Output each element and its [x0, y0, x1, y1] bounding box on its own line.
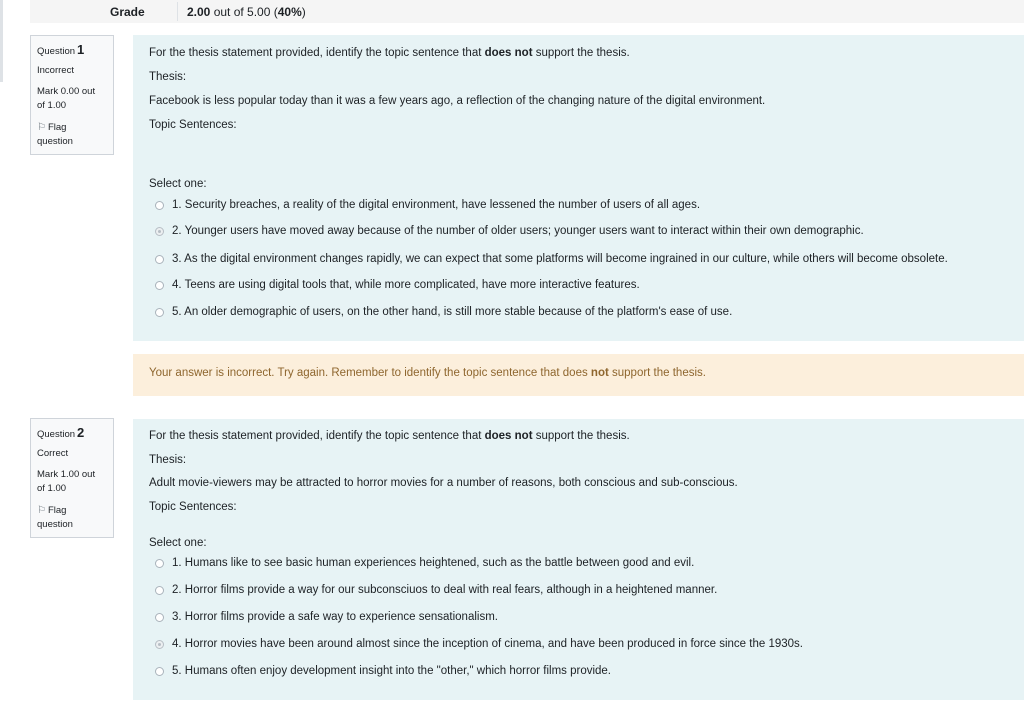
question-prompt [149, 430, 630, 442]
option-text: 1. Security breaches, a reality of the digital environment, have lessened the number of users of all ages. [172, 199, 701, 211]
question-state: Incorrect [37, 65, 74, 76]
flag-question-link[interactable] [37, 504, 113, 532]
answer-option[interactable] [155, 557, 694, 569]
radio-button-selected[interactable] [155, 640, 164, 649]
option-text: 3. Horror films provide a safe way to experience sensationalism. [172, 611, 498, 623]
thesis-text: Adult movie-viewers may be attracted to horror movies for a number of reasons, both conscious and sub-conscious. [149, 477, 738, 489]
select-one-label: Select one: [149, 178, 207, 190]
flag-question-link[interactable] [37, 121, 113, 149]
flag-line-1: Flag [47, 505, 67, 516]
grade-close-paren: ) [301, 5, 306, 19]
radio-button[interactable] [155, 559, 164, 568]
prompt-emphasis: does not [484, 47, 533, 59]
answer-option[interactable] [155, 665, 611, 677]
question-1-formulation [133, 35, 1024, 341]
question-mark [37, 85, 113, 113]
question-number-value: 1 [77, 42, 85, 57]
option-text: 2. Younger users have moved away because of the number of older users; younger users want to interact within their own demographic. [172, 225, 864, 237]
option-text: 1. Humans like to see basic human experiences heightened, such as the battle between good and evil. [172, 557, 695, 569]
question-2-info [30, 418, 114, 538]
question-1-info [30, 35, 114, 155]
answer-option[interactable] [155, 253, 948, 265]
option-text: 3. As the digital environment changes rapidly, we can expect that some platforms will become ingrained in our culture, while others will become obsolete. [172, 253, 948, 265]
grade-divider [177, 2, 178, 21]
grade-label: Grade [110, 5, 145, 19]
question-label: Question [37, 429, 76, 440]
radio-button[interactable] [155, 255, 164, 264]
select-one-label: Select one: [149, 537, 207, 549]
flag-line-2: question [37, 519, 73, 530]
question-2-formulation [133, 419, 1024, 700]
grade-score: 2.00 [187, 5, 211, 19]
radio-button[interactable] [155, 613, 164, 622]
radio-button-selected[interactable] [155, 227, 164, 236]
answer-option[interactable] [155, 199, 700, 211]
option-text: 4. Horror movies have been around almost since the inception of cinema, and have been produced in force since the 1930s. [172, 638, 803, 650]
feedback-emphasis: not [590, 367, 609, 379]
flag-icon: ⚐ [37, 505, 46, 516]
answer-option[interactable] [155, 611, 498, 623]
question-number [37, 42, 113, 57]
topic-sentences-label: Topic Sentences: [149, 501, 237, 513]
option-text: 4. Teens are using digital tools that, while more complicated, have more interactive features. [172, 279, 640, 291]
question-label: Question [37, 46, 76, 57]
question-state: Correct [37, 448, 69, 459]
topic-sentences-label: Topic Sentences: [149, 119, 237, 131]
prompt-text-pre: For the thesis statement provided, identify the topic sentence that [149, 430, 485, 442]
flag-line-2: question [37, 136, 73, 147]
answer-option[interactable] [155, 279, 640, 291]
flag-line-1: Flag [47, 122, 67, 133]
question-1-feedback [133, 354, 1024, 396]
question-number [37, 425, 113, 440]
radio-button[interactable] [155, 667, 164, 676]
feedback-text-pre: Your answer is incorrect. Try again. Remember to identify the topic sentence that does [149, 367, 591, 379]
prompt-text-post: support the thesis. [532, 430, 630, 442]
answer-option[interactable] [155, 306, 732, 318]
feedback-text-post: support the thesis. [608, 367, 706, 379]
radio-button[interactable] [155, 281, 164, 290]
prompt-text-post: support the thesis. [532, 47, 630, 59]
answer-option[interactable] [155, 638, 803, 650]
left-edge-strip [0, 0, 3, 82]
option-text: 5. Humans often enjoy development insight into the "other," which horror films provide. [172, 665, 612, 677]
answer-option[interactable] [155, 225, 864, 237]
thesis-label: Thesis: [149, 454, 187, 466]
mark-line-2: of 1.00 [37, 100, 67, 111]
grade-summary-bar [30, 0, 1024, 23]
radio-button[interactable] [155, 201, 164, 210]
answer-option[interactable] [155, 584, 717, 596]
mark-line-1: Mark 0.00 out [37, 86, 96, 97]
question-number-value: 2 [77, 425, 85, 440]
option-text: 2. Horror films provide a way for our subconsciuos to deal with real fears, although in a heightened manner. [172, 584, 718, 596]
mark-line-2: of 1.00 [37, 483, 67, 494]
grade-percent: 40% [277, 5, 302, 19]
thesis-label: Thesis: [149, 71, 187, 83]
question-mark [37, 468, 113, 496]
thesis-text: Facebook is less popular today than it was a few years ago, a reflection of the changing nature of the digital environment. [149, 95, 766, 107]
option-text: 5. An older demographic of users, on the other hand, is still more stable because of the platform's ease of use. [172, 306, 733, 318]
grade-value [187, 5, 306, 19]
question-prompt [149, 47, 630, 59]
flag-icon: ⚐ [37, 122, 46, 133]
prompt-emphasis: does not [484, 430, 533, 442]
radio-button[interactable] [155, 586, 164, 595]
grade-out-of: out of 5.00 ( [210, 5, 278, 19]
mark-line-1: Mark 1.00 out [37, 469, 96, 480]
prompt-text-pre: For the thesis statement provided, identify the topic sentence that [149, 47, 485, 59]
radio-button[interactable] [155, 308, 164, 317]
